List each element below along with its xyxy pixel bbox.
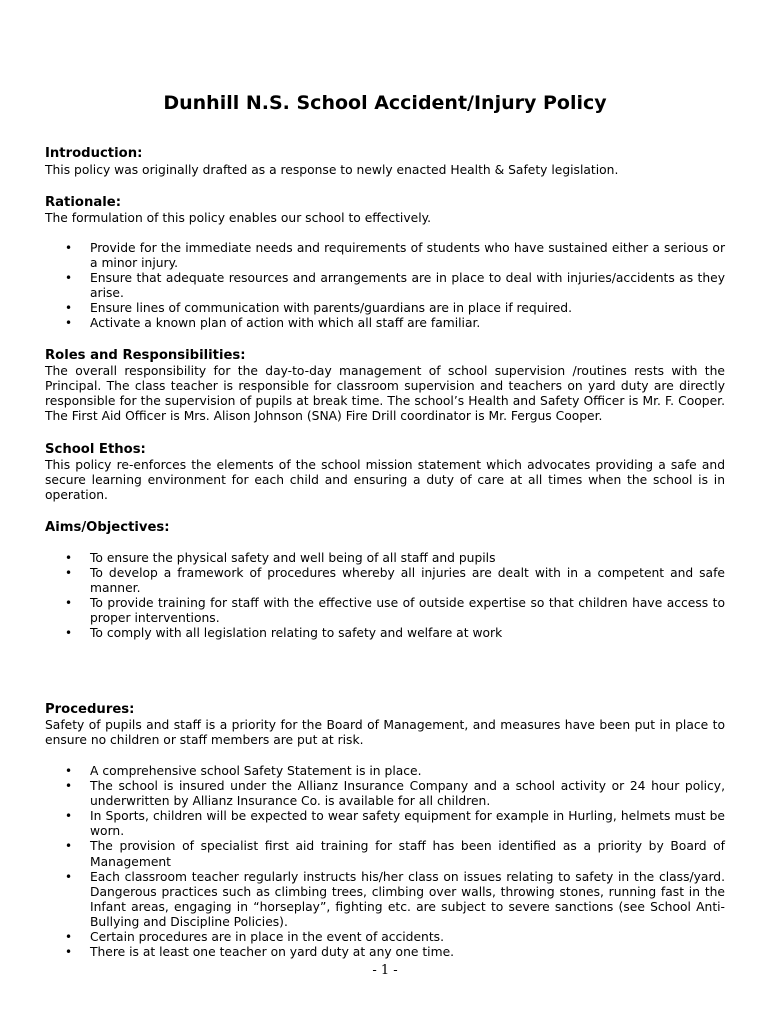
list-item-text: Ensure that adequate resources and arrangements are in place to deal with injuries/accidents as they arise. [90,271,725,301]
list-item-text: Provide for the immediate needs and requirements of students who have sustained either a serious or a minor injury. [90,241,725,271]
rationale-text: The formulation of this policy enables our school to effectively. [45,211,432,225]
roles-text: The overall responsibility for the day-to-day management of school supervision /routines rests with the Principal. The class teacher is responsible for classroom supervision and teachers on yard duty are directly responsible for the supervision of pupils at break time. The school’s Health and Safety Officer is Mr. F. Cooper. The First Aid Officer is Mrs. Alison Johnson (SNA) Fire Drill coordinator is Mr. Fergus Cooper. [45,364,725,424]
roles-heading: Roles and Responsibilities: [45,348,246,363]
list-item [45,316,725,331]
list-item-text: To provide training for staff with the effective use of outside expertise so that children have access to proper interventions. [90,596,725,626]
bullet-icon: • [65,779,73,794]
list-item-text: Activate a known plan of action with which all staff are familiar. [90,316,481,331]
bullet-icon: • [65,809,73,824]
bullet-icon: • [65,839,73,854]
bullet-icon: • [65,764,73,778]
bullet-icon: • [65,869,73,884]
aims-list [45,551,725,642]
list-item [45,626,725,641]
introduction-heading: Introduction: [45,146,143,161]
list-item-text: The provision of specialist first aid training for staff has been identified as a priority by Board of Management [90,839,725,869]
bullet-icon: • [65,301,73,316]
bullet-icon: • [65,626,73,641]
list-item-text: There is at least one teacher on yard duty at any one time. [90,945,455,960]
rationale-heading: Rationale: [45,195,121,210]
ethos-text: This policy re-enforces the elements of the school mission statement which advocates providing a safe and secure learning environment for each child and ensuring a duty of care at all times when the school is in operation. [45,458,725,503]
list-item-text: In Sports, children will be expected to wear safety equipment for example in Hurling, helmets must be worn. [90,809,725,839]
list-item-text: Each classroom teacher regularly instructs his/her class on issues relating to safety in the class/yard. Dangerous practices such as climbing trees, climbing over walls, throwing stones, running fast in the Infant areas, engaging in “horseplay”, fighting etc. are subject to severe sanctions (see School Anti-Bullying and Discipline Policies). [90,869,725,929]
list-item [45,839,725,869]
list-item [45,596,725,626]
page-number: - 1 - [372,963,398,978]
list-item [45,870,725,930]
list-item [45,551,725,566]
list-item [45,301,725,316]
bullet-icon: • [65,551,73,565]
bullet-icon: • [65,596,73,611]
list-item [45,764,725,779]
list-item [45,930,725,945]
list-item-text: To comply with all legislation relating to safety and welfare at work [90,626,503,641]
introduction-text: This policy was originally drafted as a response to newly enacted Health & Safety legislation. [45,163,619,177]
list-item [45,241,725,271]
bullet-icon: • [65,945,73,960]
ethos-heading: School Ethos: [45,442,146,457]
bullet-icon: • [65,930,73,945]
list-item [45,809,725,839]
aims-heading: Aims/Objectives: [45,520,170,535]
list-item-text: Certain procedures are in place in the event of accidents. [90,930,444,945]
bullet-icon: • [65,566,73,581]
list-item-text: To develop a framework of procedures whereby all injuries are dealt with in a competent and safe manner. [90,566,725,596]
procedures-text: Safety of pupils and staff is a priority for the Board of Management, and measures have been put in place to ensure no children or staff members are put at risk. [45,718,725,748]
list-item [45,566,725,596]
bullet-icon: • [65,316,73,331]
bullet-icon: • [65,241,73,255]
list-item [45,945,725,960]
list-item-text: Ensure lines of communication with parents/guardians are in place if required. [90,301,572,316]
list-item [45,271,725,301]
procedures-heading: Procedures: [45,702,135,717]
list-item-text: A comprehensive school Safety Statement is in place. [90,764,422,778]
page-title: Dunhill N.S. School Accident/Injury Policy [163,92,607,114]
bullet-icon: • [65,271,73,286]
list-item-text: The school is insured under the Allianz Insurance Company and a school activity or 24 hour policy, underwritten by Allianz Insurance Co. is available for all children. [90,779,725,809]
procedures-list [45,764,725,960]
list-item-text: To ensure the physical safety and well being of all staff and pupils [90,551,496,565]
rationale-list [45,241,725,332]
list-item [45,779,725,809]
